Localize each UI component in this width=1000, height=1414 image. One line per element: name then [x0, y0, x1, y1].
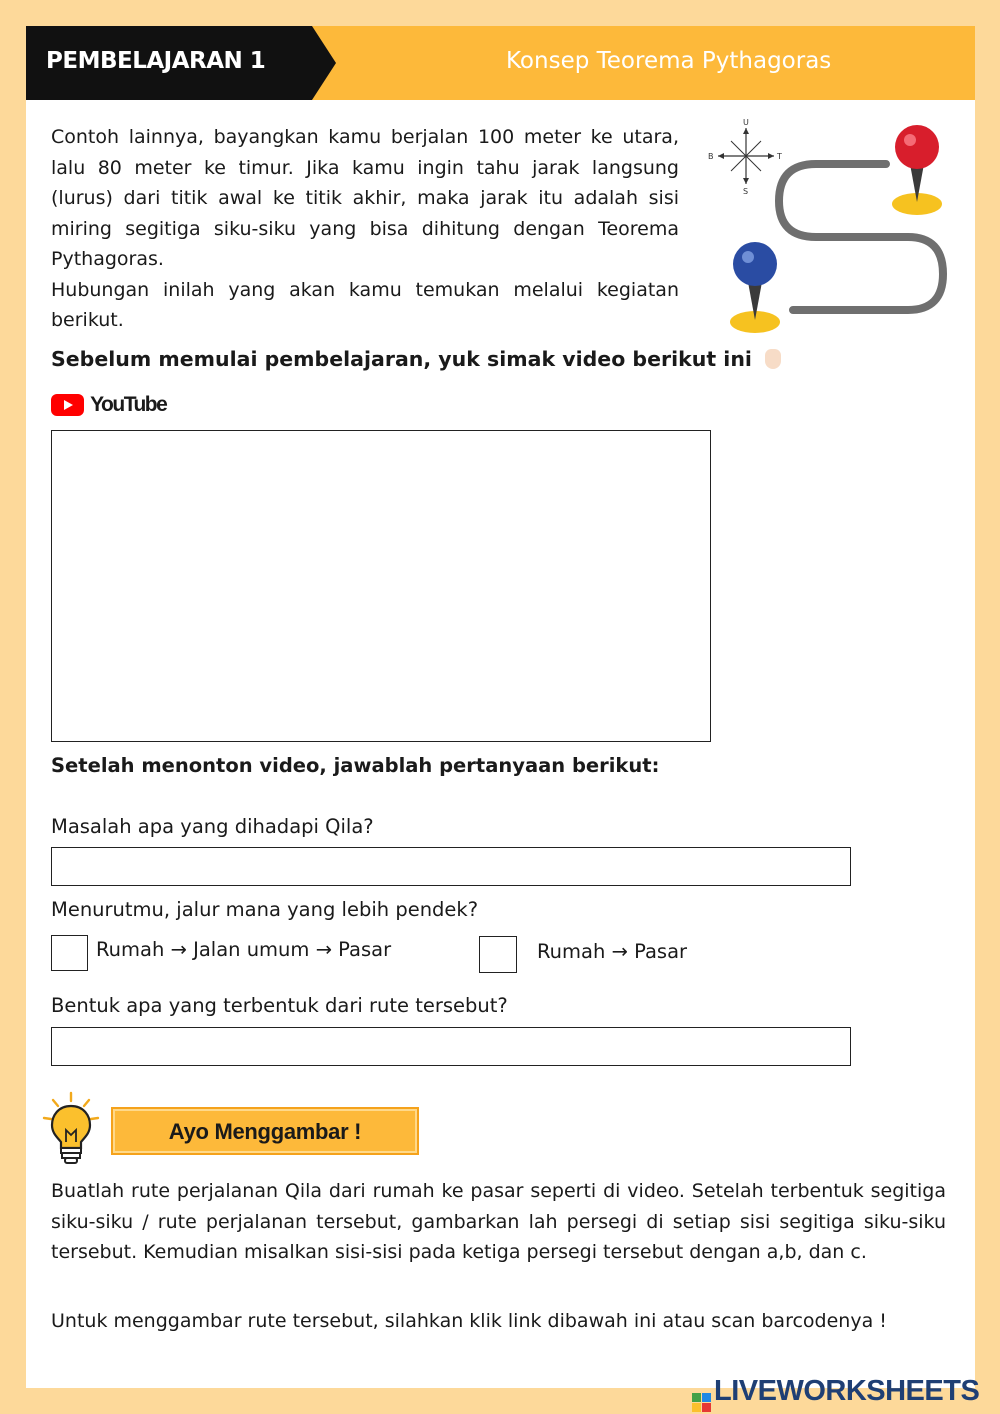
question-3: Bentuk apa yang terbentuk dari rute tersebut? [51, 994, 508, 1017]
activity-title: Ayo Menggambar ! [168, 1119, 362, 1144]
option-1-checkbox[interactable] [51, 935, 88, 971]
option-2-label: Rumah → Pasar [537, 940, 688, 963]
activity-paragraph-2: Untuk menggambar rute tersebut, silahkan klik link dibawah ini atau scan barcodenya ! [51, 1310, 887, 1332]
option-2-checkbox[interactable] [479, 936, 517, 973]
youtube-wordmark: YouTube [90, 393, 167, 416]
liveworksheets-logo [692, 1375, 979, 1412]
lightbulb-icon [40, 1090, 102, 1166]
video-prompt [51, 347, 781, 371]
route-illustration [701, 114, 961, 339]
questions-heading: Setelah menonton video, jawablah pertanyaan berikut: [51, 754, 660, 777]
worksheet-page [26, 26, 975, 1388]
compass-east: T [777, 152, 782, 161]
compass-icon [708, 118, 782, 196]
option-1-label: Rumah → Jalan umum → Pasar [96, 938, 392, 961]
red-map-pin-icon [892, 125, 942, 215]
youtube-play-icon [51, 393, 85, 417]
youtube-logo[interactable] [51, 393, 166, 417]
lesson-tag [26, 26, 312, 100]
question-1-answer-input[interactable] [51, 847, 851, 886]
video-prompt-text: Sebelum memulai pembelajaran, yuk simak video berikut ini [51, 347, 752, 371]
blue-map-pin-icon [730, 242, 780, 333]
lesson-tag-label: PEMBELAJARAN 1 [46, 48, 266, 74]
compass-south: S [743, 187, 749, 196]
activity-title-banner [111, 1107, 419, 1155]
intro-paragraph-1: Contoh lainnya, bayangkan kamu berjalan 100 meter ke utara, lalu 80 meter ke timur. Jika kamu ingin tahu jarak langsung (lurus) dari titik awal ke titik akhir, maka jarak itu adalah sisi miring segitiga siku-siku yang bisa dihitung dengan Teorema Pythagoras. [51, 126, 679, 270]
intro-text [51, 122, 679, 336]
compass-west: B [708, 152, 714, 161]
compass-north: U [743, 118, 749, 127]
video-embed-frame[interactable] [51, 430, 711, 742]
activity-paragraph-1: Buatlah rute perjalanan Qila dari rumah ke pasar seperti di video. Setelah terbentuk segitiga siku-siku / rute perjalanan tersebut, gambarkan lah persegi di setiap sisi segitiga siku-siku tersebut. Kemudian misalkan sisi-sisi pada ketiga persegi tersebut dengan a,b, dan c. [51, 1180, 946, 1263]
question-3-answer-input[interactable] [51, 1027, 851, 1066]
liveworksheets-mark-icon [692, 1393, 711, 1412]
question-2: Menurutmu, jalur mana yang lebih pendek? [51, 898, 479, 921]
intro-paragraph-2: Hubungan inilah yang akan kamu temukan melalui kegiatan berikut. [51, 278, 679, 331]
lesson-title: Konsep Teorema Pythagoras [506, 48, 832, 74]
header-bar [26, 26, 975, 100]
liveworksheets-wordmark: LIVEWORKSHEETS [714, 1375, 980, 1407]
pointing-hand-icon [765, 349, 781, 369]
question-1: Masalah apa yang dihadapi Qila? [51, 815, 374, 838]
